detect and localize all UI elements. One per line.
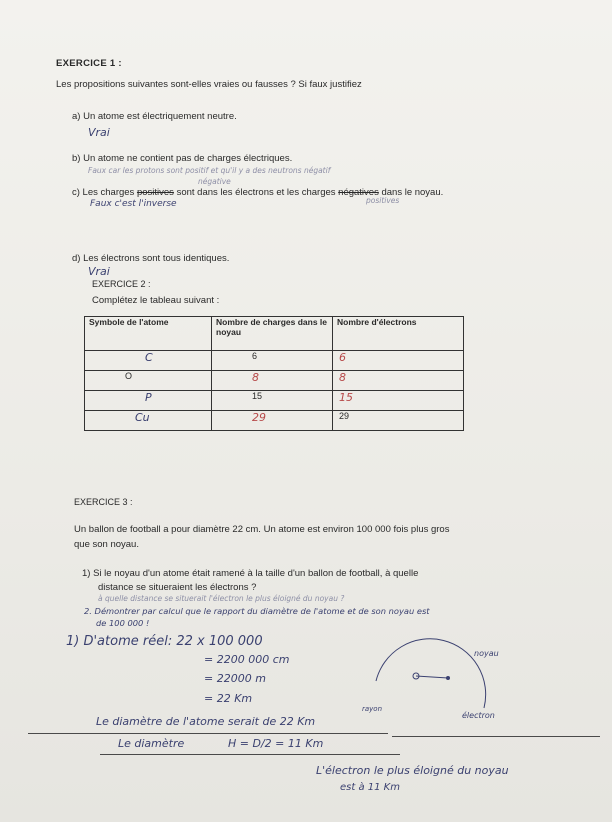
calc-line-2: = 2200 000 cm	[204, 653, 290, 666]
symbol-cell: Cu	[135, 411, 150, 424]
exercise-3-title: EXERCICE 3 :	[74, 497, 133, 507]
charges-cell: 6	[252, 351, 258, 361]
calc-line-4: = 22 Km	[204, 692, 253, 705]
header-symbol: Symbole de l'atome	[85, 317, 212, 351]
atom-diagram	[356, 636, 526, 736]
exercise-3-question-1-line1: 1) Si le noyau d'un atome était ramené à la taille d'un ballon de football, à quelle	[82, 568, 419, 579]
exercise-1-intro: Les propositions suivantes sont-elles vraies ou fausses ? Si faux justifiez	[56, 79, 362, 90]
conclusion-label: Le diamètre	[118, 737, 185, 750]
exercise-3-intro-line2: que son noyau.	[74, 539, 139, 550]
question-c-struck-negatives: négatives	[338, 187, 379, 198]
exercise-1-title: EXERCICE 1 :	[56, 58, 122, 69]
charges-cell: 15	[252, 391, 263, 401]
handwritten-question-2-line1: 2. Démontrer par calcul que le rapport du diamètre de l'atome et de son noyau est	[84, 606, 430, 616]
answer-d: Vrai	[88, 265, 110, 278]
header-charges: Nombre de charges dans le noyau	[212, 317, 333, 351]
atom-table	[84, 316, 464, 431]
table-row	[85, 411, 464, 431]
question-d: d) Les électrons sont tous identiques.	[72, 253, 230, 264]
answer-a: Vrai	[88, 126, 110, 139]
question-c-part3: dans le noyau.	[381, 187, 444, 198]
label-electron: électron	[462, 711, 495, 720]
label-rayon: rayon	[362, 705, 383, 713]
exercise-3-intro-line1: Un ballon de football a pour diamètre 22 cm. Un atome est environ 100 000 fois plus gros	[74, 524, 450, 535]
question-c-part2: sont dans les électrons et les charges	[176, 187, 336, 198]
question-a: a) Un atome est électriquement neutre.	[72, 111, 237, 122]
label-noyau: noyau	[474, 649, 499, 658]
conclusion-formula: H = D/2 = 11 Km	[228, 737, 324, 750]
divider-line-3	[392, 736, 600, 737]
exercise-3-question-1-line2: distance se situeraient les électrons ?	[98, 582, 257, 593]
electrons-cell: 8	[339, 371, 346, 384]
conclusion-distance: est à 11 Km	[340, 782, 400, 793]
divider-line	[28, 733, 388, 734]
electrons-cell: 29	[339, 411, 350, 421]
answer-b: Faux car les protons sont positif et qu'il y a des neutrons négatif	[88, 166, 331, 175]
table-row	[85, 351, 464, 371]
radius-line	[416, 676, 448, 678]
charges-cell: 29	[252, 411, 266, 424]
exercise-2-title: EXERCICE 2 :	[92, 279, 151, 289]
table-row	[85, 371, 464, 391]
table-header-row	[85, 317, 464, 351]
correction-c-positives: positives	[366, 196, 400, 205]
question-c-struck-positives: positives	[136, 187, 174, 198]
atom-orbit	[376, 639, 486, 708]
electrons-cell: 6	[339, 351, 346, 364]
calc-line-3: = 22000 m	[204, 672, 266, 685]
electron-dot	[446, 676, 450, 680]
table-row	[85, 391, 464, 411]
handwritten-question-2-line2: de 100 000 !	[96, 618, 150, 628]
electrons-cell: 15	[339, 391, 353, 404]
handwritten-question-1: à quelle distance se situerait l'électron le plus éloigné du noyau ?	[98, 594, 345, 603]
symbol-cell: P	[145, 391, 152, 404]
answer-c: Faux c'est l'inverse	[90, 199, 177, 209]
charges-cell: 8	[252, 371, 259, 384]
conclusion-electron: L'électron le plus éloigné du noyau	[316, 764, 509, 777]
calc-line-1: 1) D'atome réel: 22 x 100 000	[66, 634, 263, 649]
correction-c-negative: négative	[198, 177, 231, 186]
conclusion-diameter: Le diamètre de l'atome serait de 22 Km	[96, 715, 316, 728]
symbol-cell: C	[145, 351, 153, 364]
header-electrons: Nombre d'électrons	[333, 317, 464, 351]
divider-line-2	[100, 754, 400, 755]
exercise-2-intro: Complétez le tableau suivant :	[92, 295, 220, 306]
question-c-part1: c) Les charges	[72, 187, 135, 198]
symbol-cell: O	[125, 371, 133, 381]
question-b: b) Un atome ne contient pas de charges électriques.	[72, 153, 293, 164]
